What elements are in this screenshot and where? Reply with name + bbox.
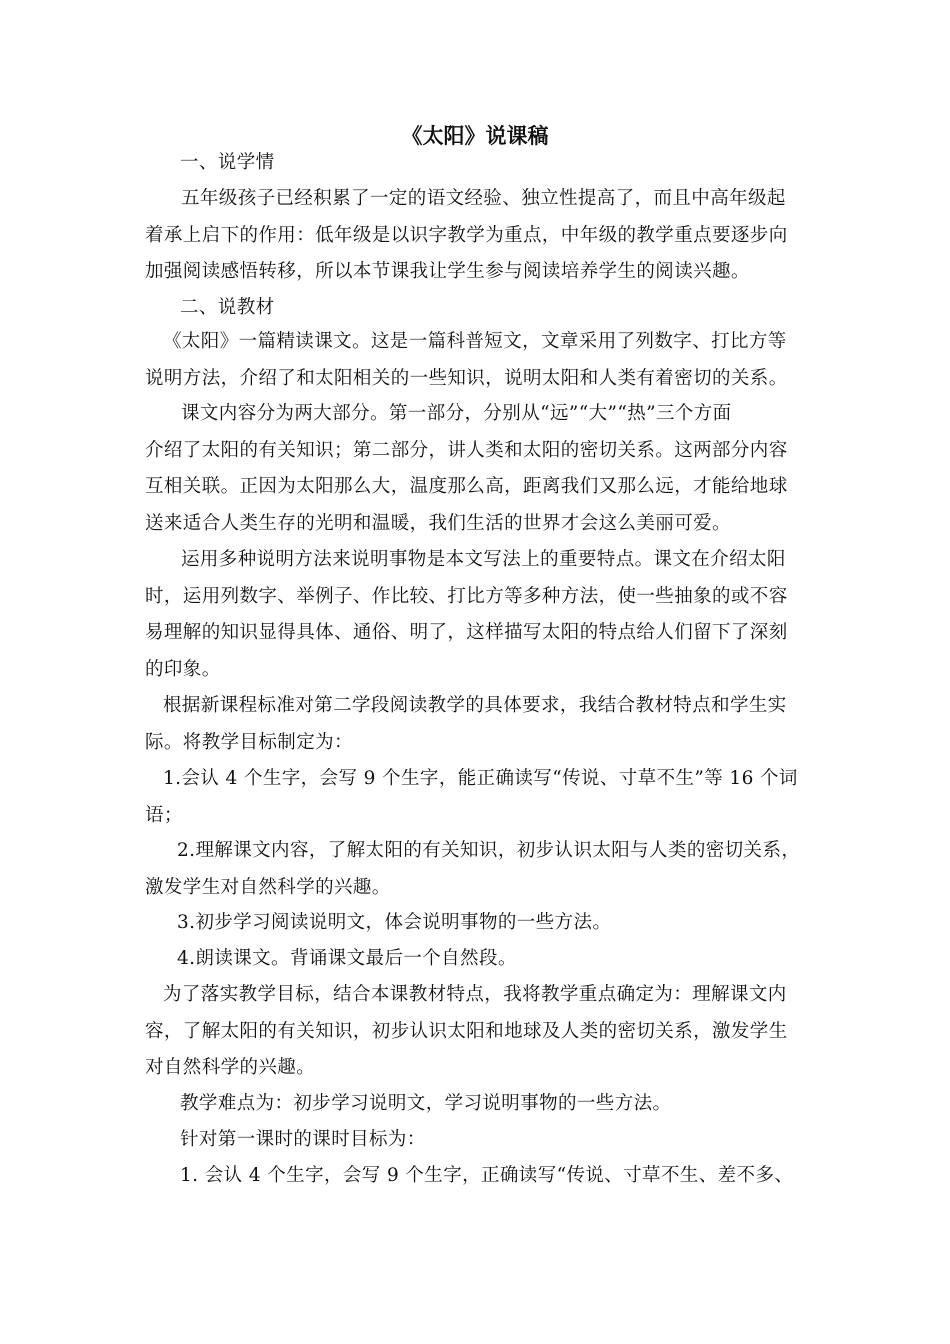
goal-item-4 [177,941,847,978]
goal-item-1 [145,761,815,834]
text-line: 1. 会认 4 个生字，会写 9 个生字，正确读写“传说、寸草不生、差不多、 [180,1165,794,1186]
paragraph-textbook-intro [145,324,815,397]
text-line: 介绍了太阳的有关知识；第二部分，讲人类和太阳的密切关系。这两部分内容 [145,439,788,461]
text-line: 《太阳》一篇精读课文。这是一篇科普短文，文章采用了列数字、打比方等 [163,331,787,352]
text-line: 运用多种说明方法来说明事物是本文写法上的重要特点。课文在介绍太阳 [181,549,786,570]
text-line: 教学难点为：初步学习说明文，学习说明事物的一些方法。 [180,1093,672,1114]
text-line: 互相关联。正因为太阳那么大，温度那么高，距离我们又那么远，才能给地球 [145,476,788,498]
paragraph-lesson-goals-intro [180,1122,850,1159]
text-line: 针对第一课时的课时目标为： [180,1129,426,1150]
paragraph-goals-intro [145,688,815,761]
text-line: 一、说学情 [180,152,275,173]
text-line: 送来适合人类生存的光明和温暖，我们生活的世界才会这么美丽可爱。 [145,512,731,534]
paragraph-key-points [145,977,815,1087]
section-heading-textbook [180,290,850,327]
paragraph-difficulty [180,1086,850,1123]
goal-item-3 [177,905,847,942]
goal-item-2 [145,833,815,906]
text-line: 激发学生对自然科学的兴趣。 [145,876,391,898]
text-line: 为了落实教学目标，结合本课教材特点，我将教学重点确定为：理解课文内 [163,984,787,1005]
page-title: 《太阳》说课稿 [401,123,549,148]
text-line: 对自然科学的兴趣。 [145,1057,316,1079]
text-line: 2.理解课文内容，了解太阳的有关知识，初步认识太阳与人类的密切关系， [177,840,801,861]
section-heading-learning [180,145,850,182]
text-line: 易理解的知识显得具体、通俗、明了，这样描写太阳的特点给人们留下了深刻 [145,622,788,644]
paragraph-writing-features [145,542,815,688]
text-line: 语； [145,804,183,826]
text-line: 时，运用列数字、举例子、作比较、打比方等多种方法，使一些抽象的或不容 [145,585,788,607]
paragraph-content-parts [145,396,815,542]
text-line: 容，了解太阳的有关知识，初步认识太阳和地球及人类的密切关系，激发学生 [145,1020,788,1042]
text-line: 加强阅读感悟转移，所以本节课我让学生参与阅读培养学生的阅读兴趣。 [145,261,750,283]
text-line: 际。将教学目标制定为： [145,731,353,753]
text-line: 课文内容分为两大部分。第一部分，分别从“远”“大”“热”三个方面 [181,403,732,424]
text-line: 根据新课程标准对第二学段阅读教学的具体要求，我结合教材特点和学生实 [163,695,787,716]
text-line: 二、说教材 [180,297,275,318]
lesson-goal-item-1 [180,1158,850,1195]
text-line: 五年级孩子已经积累了一定的语文经验、独立性提高了，而且中高年级起 [181,188,786,209]
text-line: 说明方法，介绍了和太阳相关的一些知识，说明太阳和人类有着密切的关系。 [145,367,788,389]
text-line: 的印象。 [145,658,221,680]
text-line: 3.初步学习阅读说明文，体会说明事物的一些方法。 [177,912,612,933]
paragraph-learning [145,181,815,291]
text-line: 着承上启下的作用：低年级是以识字教学为重点，中年级的教学重点要逐步向 [145,224,788,246]
text-line: 4.朗读课文。背诵课文最后一个自然段。 [177,948,517,969]
text-line: 1.会认 4 个生字，会写 9 个生字，能正确读写“传说、寸草不生”等 16 个词 [163,768,798,789]
